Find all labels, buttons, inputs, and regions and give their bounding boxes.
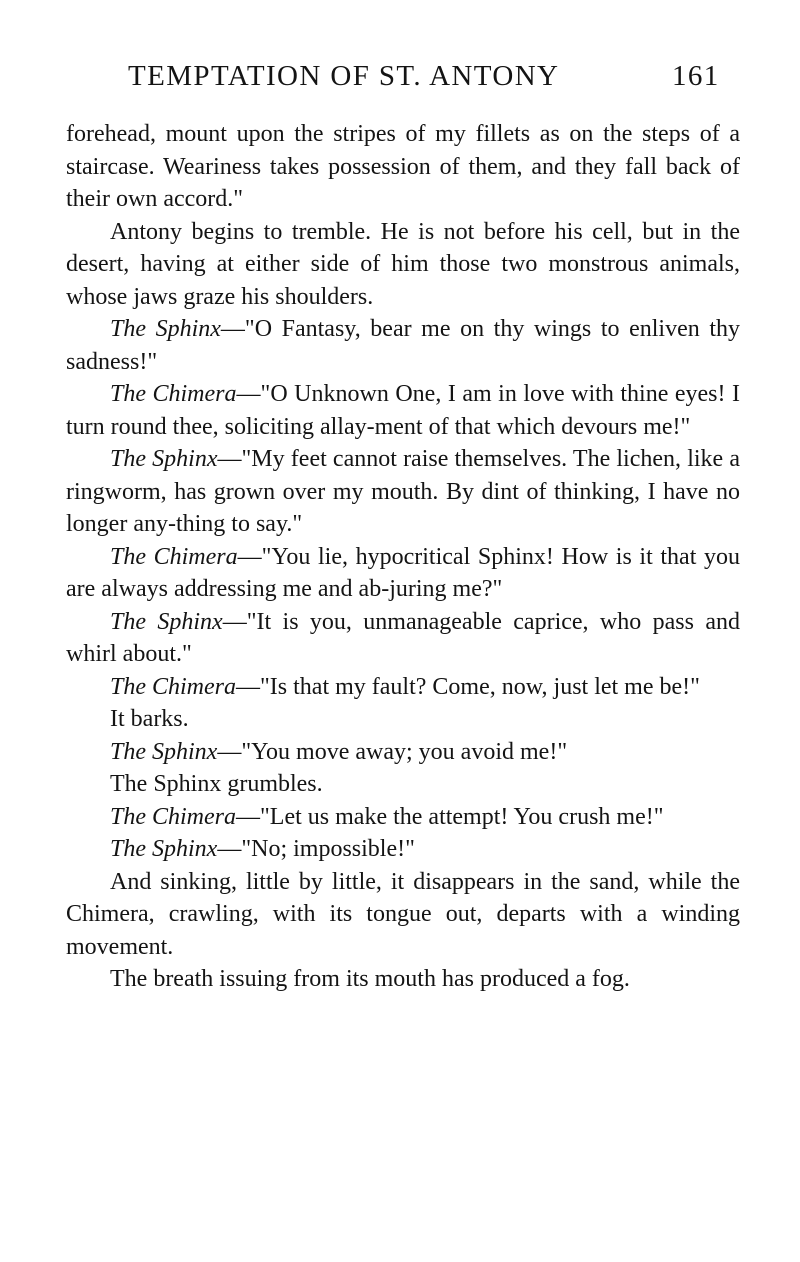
dialogue-text: —"You lie, hypocritical Sphinx! How is it that you are always addressing me and ab-juring me?" (66, 543, 741, 602)
text-body (66, 118, 740, 996)
speaker-name: The Chimera (110, 381, 237, 407)
running-head (0, 56, 800, 96)
dialogue-text: —"You move away; you avoid me!" (217, 738, 568, 765)
paragraph-text: It barks. (110, 706, 189, 732)
running-title: TEMPTATION OF ST. ANTONY (128, 60, 560, 92)
dialogue-text: —"O Unknown One, I am in love with thine eyes! I turn round thee, soliciting allay-ment of that which devours me!" (66, 381, 740, 440)
dialogue-line (66, 801, 740, 834)
paragraph (66, 866, 740, 964)
paragraph-text: Antony begins to tremble. He is not before his cell, but in the desert, having at either side of him those two monstrous animals, whose jaws graze his shoulders. (66, 218, 740, 310)
paragraph (66, 216, 740, 314)
dialogue-text: —"O Fantasy, bear me on thy wings to enliven thy sadness!" (66, 316, 740, 375)
paragraph-text: The Sphinx grumbles. (110, 771, 323, 797)
dialogue-line (66, 671, 740, 704)
speaker-name: The Chimera (110, 673, 236, 700)
paragraph (66, 118, 740, 216)
dialogue-text: —"No; impossible!" (217, 836, 415, 862)
speaker-name: The Sphinx (110, 316, 221, 342)
stage-direction (66, 768, 740, 801)
stage-direction (66, 703, 740, 736)
dialogue-line (66, 833, 740, 866)
speaker-name: The Sphinx (110, 446, 218, 472)
speaker-name: The Sphinx (110, 836, 218, 862)
speaker-name: The Chimera (110, 543, 238, 570)
dialogue-text: —"Let us make the attempt! You crush me!" (236, 803, 664, 830)
dialogue-line (66, 606, 740, 671)
dialogue-line (66, 736, 740, 769)
dialogue-text: —"Is that my fault? Come, now, just let me be!" (236, 673, 700, 700)
paragraph (66, 963, 740, 996)
dialogue-text: —"It is you, unmanageable caprice, who pass and whirl about." (66, 608, 740, 667)
dialogue-line (66, 313, 740, 378)
page-number: 161 (672, 60, 720, 92)
dialogue-line (66, 378, 740, 443)
speaker-name: The Sphinx (110, 738, 218, 765)
speaker-name: The Sphinx (110, 608, 223, 635)
paragraph-text: The breath issuing from its mouth has produced a fog. (110, 966, 630, 992)
dialogue-line (66, 541, 740, 606)
paragraph-text: And sinking, little by little, it disappears in the sand, while the Chimera, crawling, with its tongue out, departs with a winding movement. (66, 868, 740, 960)
paragraph-text: forehead, mount upon the stripes of my fillets as on the steps of a staircase. Weariness takes possession of them, and they fall back of their own accord." (66, 121, 740, 212)
speaker-name: The Chimera (110, 803, 236, 830)
dialogue-text: —"My feet cannot raise themselves. The lichen, like a ringworm, has grown over my mouth. By dint of thinking, I have no longer any-thing to say." (66, 446, 740, 537)
dialogue-line (66, 443, 740, 541)
